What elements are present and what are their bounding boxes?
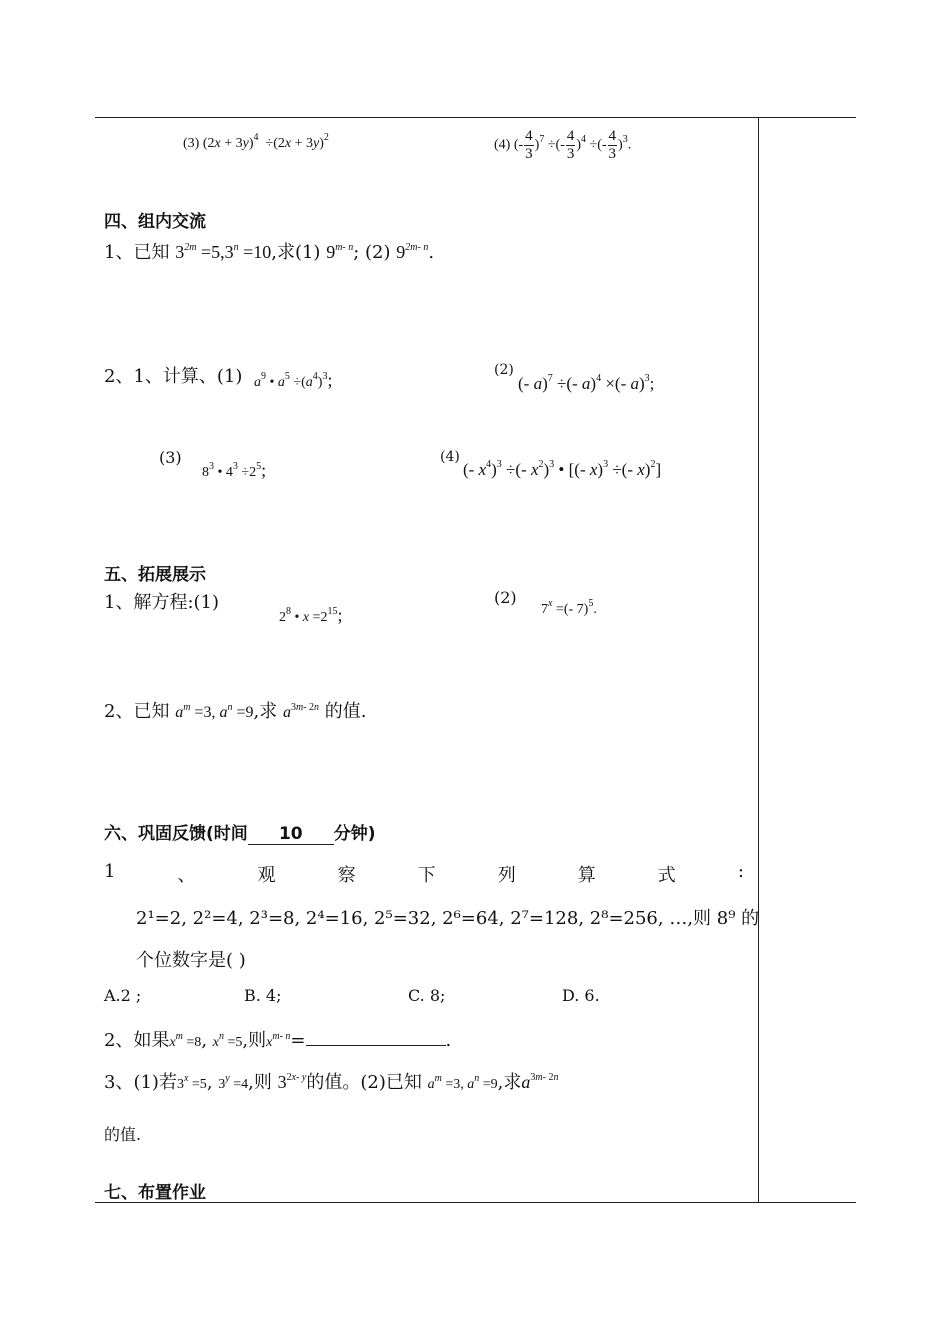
table-bottom-border <box>95 1202 856 1203</box>
q2-condition-2: $x^n =5$ <box>212 1031 243 1050</box>
q3-condition-2: $3^y =4$ <box>218 1073 249 1092</box>
sec5-q2-target: $a^{3m- 2n}$ <box>282 701 320 721</box>
q3-condition-3: $a^m =3$, $a^n =9$ <box>427 1073 498 1092</box>
sec5-q1-expression-2: $7^x$ =(- 7)$^5$. <box>541 598 597 617</box>
q1-answer-1: 9$^{m- n}$ <box>326 242 354 262</box>
section-5-heading: 五、拓展展示 <box>104 565 206 585</box>
q3-target: $3^{2x- y}$ <box>277 1072 307 1092</box>
section-6-heading: 六、巩固反馈(时间 10 分钟) <box>104 824 376 844</box>
sec4-q2-expression-3: $8^3$ • $4^3 \div 2^5$; <box>202 460 267 480</box>
q1-ask: ,求(1) <box>271 242 321 263</box>
sec6-q3-tail: 的值. <box>104 1125 142 1144</box>
section-7-heading: 七、布置作业 <box>104 1183 206 1203</box>
sec5-question-2: 2、已知 $a^m =3$, $a^n =9$,求 $a^{3m- 2n}$ 的值. <box>104 701 367 722</box>
sec4-q2-expression-2: (- a)$^7$ ÷(- a)$^4$ ×(- a)$^3$; <box>518 373 655 393</box>
q2-target: $x^{m- n}$ <box>266 1031 291 1050</box>
option-b: B. 4; <box>244 986 282 1005</box>
sec5-q1-expression-1: $2^8$ • $x =2^{15}$; <box>279 605 343 625</box>
q1-condition: $3^{2m} =5,3^n =10$ <box>175 242 272 262</box>
sec4-q2-label-2: (2) <box>494 362 514 378</box>
q2-condition-1: $x^m =8$ <box>169 1031 202 1050</box>
table-column-divider <box>758 117 759 1203</box>
sec6-q1-line-2: 2¹=2, 2²=4, 2³=8, 2⁴=16, 2⁵=32, 2⁶=64, 2⁷=128, 2⁸=256, …,则 8⁹ 的 <box>136 908 760 929</box>
sec6-q1-line-1: 1 、 观 察 下 列 算 式 : <box>104 861 744 886</box>
option-c: C. 8; <box>408 986 446 1005</box>
sec4-question-1: 1、已知 $3^{2m} =5,3^n =10$,求(1) 9$^{m- n}$; (2) $9^{2m- n}$. <box>104 242 435 263</box>
table-top-border <box>95 117 856 118</box>
answer-blank <box>306 1029 446 1046</box>
sec4-q2-label-4: (4) <box>440 449 460 465</box>
sec4-q2-expression-4: (- $x^4)^3$ ÷(- $x^2)^3$ • [(- x)$^3$ ÷(- x)$^2$] <box>463 459 662 479</box>
sec5-q1-label-2: (2) <box>494 588 517 607</box>
sec4-q2-label-3: (3) <box>159 448 182 467</box>
sec4-question-2-label: 2、1、计算、(1) <box>104 366 243 387</box>
option-d: D. 6. <box>562 986 600 1005</box>
q1-answer-2: $9^{2m- n}$ <box>396 242 429 262</box>
sec6-q1-line-3: 个位数字是( ) <box>136 950 246 971</box>
section-4-heading: 四、组内交流 <box>104 212 206 232</box>
option-a: A.2 ; <box>104 986 142 1005</box>
problem-3-expression: (3) $(2x + 3y)^4 \div(2x + 3y)^2$ <box>183 132 329 151</box>
problem-4-expression: (4) (- $\frac{4}{3}$ )$^7$ ÷(- $\frac{4}{3}$ )$^4$ ÷(- $\frac{4}{3}$ )$^3$. <box>494 128 632 162</box>
sec4-q2-expression-1: $a^9$ • $a^5 \div(a^4)^3$; <box>254 370 333 390</box>
sec6-question-2: 2、如果$x^m =8$, $x^n =5$,则$x^{m- n}=$ . <box>104 1030 452 1051</box>
q1-separator: ; (2) <box>353 242 391 263</box>
time-value: 10 <box>248 824 334 845</box>
q1-prefix: 1、已知 <box>104 242 170 263</box>
sec5-q2-condition: $a^m =3$, $a^n =9$ <box>175 701 254 721</box>
q3-condition-1: $3^x =5$ <box>176 1073 207 1092</box>
sec5-q1-label: 1、解方程:(1) <box>104 592 220 613</box>
q3-target-2: $a^{3m- 2n}$ <box>521 1072 559 1092</box>
sec6-question-3: 3、(1)若$3^x =5$, $3^y =4$,则 $3^{2x- y}$的值。(2)已知 $a^m =3$, $a^n =9$,求$a^{3m- 2n}$ <box>104 1072 559 1093</box>
